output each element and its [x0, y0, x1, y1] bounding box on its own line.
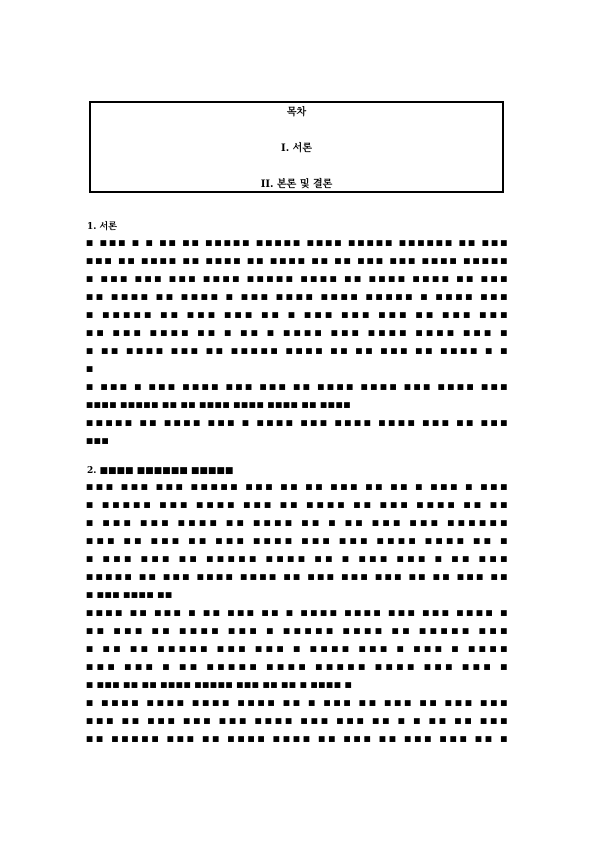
text-line: ■ ■■■ ■■■ ■■■■ ■■ ■■■■ ■■ ■ ■■ ■■■ ■■■ ■■■■■■ [86, 518, 508, 527]
section-1-heading: 1. 서론 [87, 222, 117, 232]
text-line: ■ ■■■ ■■ ■■ ■■■■ ■■■■■ ■■■ ■■ ■■ ■ ■■■■ ■ [86, 680, 353, 689]
toc-entry-body: II. 본론 및 결론 [260, 179, 333, 190]
text-line: ■ ■■■ ■■■ ■■ ■■■■■ ■■■■ ■■ ■ ■■■ ■■■ ■ ■■ ■■■ [86, 554, 508, 563]
text-line: ■ [86, 364, 94, 373]
section-1-paragraph-2 [86, 382, 508, 454]
text-line: ■■■ ■■■ ■ ■■ ■■■■■ ■■■■ ■■■■■ ■■■■ ■■■ ■■■ ■ [86, 662, 508, 671]
title-box [89, 101, 504, 193]
text-line: ■■■ ■■ ■■■■ ■■ ■■■■ ■■ ■■■■ ■■ ■■ ■■■ ■■■ ■■■■ ■■■■■ [86, 256, 508, 265]
section-2-paragraph-3 [86, 698, 508, 752]
text-line: ■ ■■■ ■ ■ ■■ ■■ ■■■■■ ■■■■■ ■■■■ ■■■■■ ■■■■■■ ■■ ■■■ [86, 238, 508, 247]
section-2-heading: 2. ■■■■ ■■■■■■ ■■■■■ [87, 466, 234, 476]
text-line: ■■■ ■■■ ■■■ ■■■■■ ■■■ ■■ ■■ ■■■ ■■ ■■ ■ ■■■ ■ ■■■ [86, 482, 508, 491]
text-line: ■■ ■■■ ■■ ■■■■ ■■■ ■ ■■■■■ ■■■■ ■■ ■■■■■ ■■■ [86, 626, 508, 635]
section-2-paragraph-1 [86, 482, 508, 608]
text-line: ■■■ [86, 436, 110, 445]
text-line: ■■■■■ ■■ ■■■ ■■■■ ■■■■ ■■ ■■■ ■■■ ■■■ ■■ ■■ ■■■ ■■ [86, 572, 508, 581]
text-line: ■■■ ■■ ■■■ ■■ ■■■ ■■■■ ■■■ ■■■ ■■■■ ■■■■ ■■ ■ [86, 536, 508, 545]
text-line: ■■■■ ■■■■■ ■■ ■■ ■■■■ ■■■■ ■■■■ ■■ ■■■■ [86, 400, 352, 409]
text-line: ■ ■■■■■ ■■ ■■■ ■■■ ■■ ■ ■■■ ■■■ ■■■ ■■ ■■■ ■■■ [86, 310, 508, 319]
text-line: ■■■■■ ■■ ■■■■ ■■■ ■ ■■■■ ■■■ ■■■■ ■■■■ ■■■ ■■ ■■■ [86, 418, 508, 427]
text-line: ■ ■■■ ■■■ ■■■ ■■■■ ■■■■■ ■■■■ ■■ ■■■■ ■■■■ ■■ ■■■ [86, 274, 508, 283]
text-line: ■ ■■ ■■ ■■■■■ ■■■ ■■■ ■ ■■■■ ■■■ ■ ■■■ ■ ■■■■ [86, 644, 508, 653]
section-2-paragraph-2 [86, 608, 508, 698]
text-line: ■■ ■■■ ■■■■ ■■ ■ ■■ ■ ■■■■ ■■■ ■■■■ ■■■■ ■■■ ■ [86, 328, 508, 337]
text-line: ■ ■■■ ■■■■ ■■ [86, 590, 173, 599]
text-line: ■ ■■■■ ■■■■ ■■■■ ■■■■ ■■ ■ ■■■ ■■ ■■■ ■■ ■■■ ■■■ [86, 698, 508, 707]
toc-entry-introduction: I. 서론 [281, 143, 312, 154]
text-line: ■ ■■■ ■ ■■■ ■■■■ ■■■ ■■■ ■■ ■■■■ ■■■■ ■■■ ■■■■ ■■■ [86, 382, 508, 391]
section-1-paragraph-1 [86, 238, 508, 382]
text-line: ■ ■■■■■ ■■■ ■■■■ ■■■ ■■ ■■■■ ■■ ■■■ ■■■■ ■■ ■■ [86, 500, 508, 509]
text-line: ■■■■ ■■ ■■■ ■ ■■ ■■■ ■■ ■ ■■■■ ■■■■ ■■■ ■■■ ■■■■ ■ [86, 608, 508, 617]
text-line: ■■ ■■■■ ■■ ■■■■ ■ ■■■ ■■■■ ■■■■ ■■■■■ ■ ■■■■ ■■■ [86, 292, 508, 301]
table-of-contents-title: 목차 [286, 107, 307, 118]
text-line: ■■■ ■■ ■■■ ■■■ ■■■ ■■■■ ■■■ ■■■ ■■ ■ ■ ■■ ■■ ■■■ [86, 716, 508, 725]
text-line: ■ ■■ ■■■■ ■■■ ■■ ■■■■■ ■■■■ ■■ ■■ ■■■ ■■ ■■■■ ■ ■ [86, 346, 508, 355]
text-line: ■■ ■■■■■ ■■■ ■■ ■■■■ ■■■■ ■■ ■■■ ■■ ■■■ ■■■ ■■ ■ [86, 734, 508, 743]
